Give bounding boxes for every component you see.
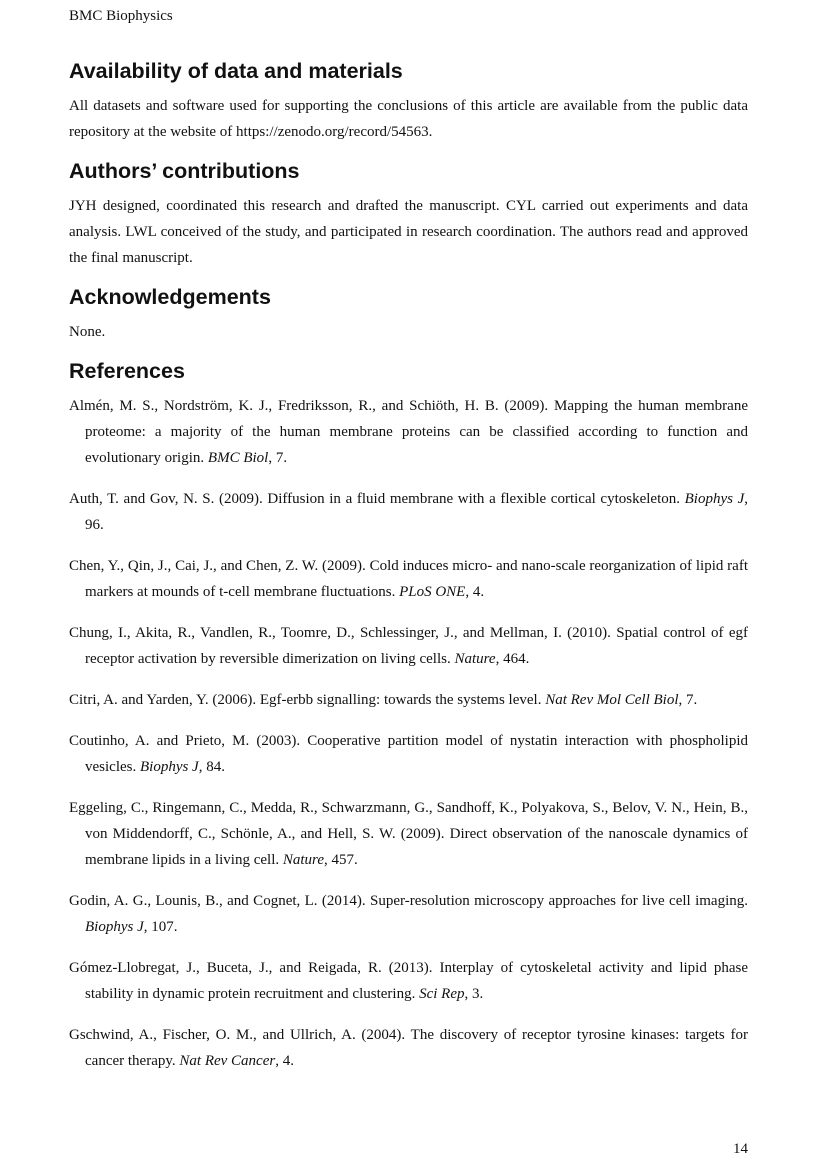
reference-journal: PLoS ONE: [399, 584, 466, 600]
reference-text: Chung, I., Akita, R., Vandlen, R., Toomre, D., Schlessinger, J., and Mellman, I. (2010). Spatial control of egf receptor activation by reversible dimerization on living cells.: [69, 625, 748, 667]
reference-journal: Nat Rev Cancer: [179, 1053, 276, 1069]
reference-text: Citri, A. and Yarden, Y. (2006). Egf-erbb signalling: towards the systems level.: [69, 692, 546, 708]
reference-journal: Sci Rep: [419, 986, 465, 1002]
references-section: [69, 358, 748, 1074]
acknowledgements-heading: Acknowledgements: [69, 285, 271, 309]
reference-item: [69, 486, 748, 538]
reference-item: [69, 728, 748, 780]
reference-text: Chen, Y., Qin, J., Cai, J., and Chen, Z. W. (2009). Cold induces micro- and nano-scale reorganization of lipid raft markers at mounds of t-cell membrane fluctuations.: [69, 558, 748, 600]
reference-volume: , 84.: [198, 759, 225, 775]
running-head: BMC Biophysics: [69, 8, 173, 24]
reference-volume: , 4.: [465, 584, 485, 600]
reference-journal: Biophys J: [684, 491, 745, 507]
reference-journal: Biophys J: [85, 919, 144, 935]
contributions-text: JYH designed, coordinated this research and drafted the manuscript. CYL carried out experiments and data analysis. LWL conceived of the study, and participated in research coordination. The authors read and approved the final manuscript.: [69, 198, 748, 266]
acknowledgements-text: None.: [69, 324, 106, 340]
reference-volume: , 96.: [85, 491, 748, 533]
reference-volume: , 3.: [464, 986, 484, 1002]
reference-text: Almén, M. S., Nordström, K. J., Fredriksson, R., and Schiöth, H. B. (2009). Mapping the human membrane proteome: a majority of the human membrane proteins can be classified according to function and evolutionary origin.: [69, 398, 748, 466]
reference-item: [69, 687, 748, 713]
reference-text: Coutinho, A. and Prieto, M. (2003). Cooperative partition model of nystatin interaction with phospholipid vesicles.: [69, 733, 748, 775]
reference-journal: Biophys J: [139, 759, 199, 775]
availability-section: [69, 58, 748, 145]
reference-text: Gschwind, A., Fischer, O. M., and Ullrich, A. (2004). The discovery of receptor tyrosine kinases: targets for cancer therapy.: [69, 1027, 748, 1069]
reference-text: Gómez-Llobregat, J., Buceta, J., and Reigada, R. (2013). Interplay of cytoskeletal activity and lipid phase stability in dynamic protein recruitment and clustering.: [69, 960, 748, 1002]
reference-journal: Nature: [454, 651, 496, 667]
reference-volume: , 464.: [495, 651, 530, 667]
reference-item: [69, 1022, 748, 1074]
reference-item: [69, 620, 748, 672]
page-number: 14: [733, 1141, 748, 1157]
reference-item: [69, 553, 748, 605]
reference-text: Godin, A. G., Lounis, B., and Cognet, L. (2014). Super-resolution microscopy approaches for live cell imaging.: [69, 893, 748, 909]
reference-list: [69, 393, 748, 1074]
reference-volume: , 7.: [268, 450, 288, 466]
reference-item: [69, 795, 748, 873]
contributions-heading: Authors’ contributions: [69, 159, 300, 183]
references-heading: References: [69, 359, 185, 383]
reference-volume: , 4.: [275, 1053, 294, 1069]
reference-text: Auth, T. and Gov, N. S. (2009). Diffusion in a fluid membrane with a flexible cortical cytoskeleton.: [69, 491, 685, 507]
reference-item: [69, 888, 748, 940]
contributions-section: [69, 158, 748, 271]
reference-text: Eggeling, C., Ringemann, C., Medda, R., Schwarzmann, G., Sandhoff, K., Polyakova, S., Belov, V. N., Hein, B., von Middendorff, C., Schönle, A., and Hell, S. W. (2009). Direct observation of the nanoscale dynamics of membrane lipids in a living cell.: [69, 800, 748, 868]
page-content: [69, 58, 748, 1089]
availability-text: All datasets and software used for supporting the conclusions of this article are available from the public data repository at the website of https://zenodo.org/record/54563.: [69, 98, 748, 140]
reference-journal: BMC Biol: [207, 450, 269, 466]
reference-journal: Nature: [282, 852, 324, 868]
reference-item: [69, 393, 748, 471]
acknowledgements-section: [69, 284, 748, 345]
reference-item: [69, 955, 748, 1007]
availability-heading: Availability of data and materials: [69, 59, 403, 83]
reference-volume: , 107.: [143, 919, 178, 935]
reference-volume: , 7.: [678, 692, 698, 708]
reference-volume: , 457.: [324, 852, 358, 868]
reference-journal: Nat Rev Mol Cell Biol: [545, 692, 679, 708]
